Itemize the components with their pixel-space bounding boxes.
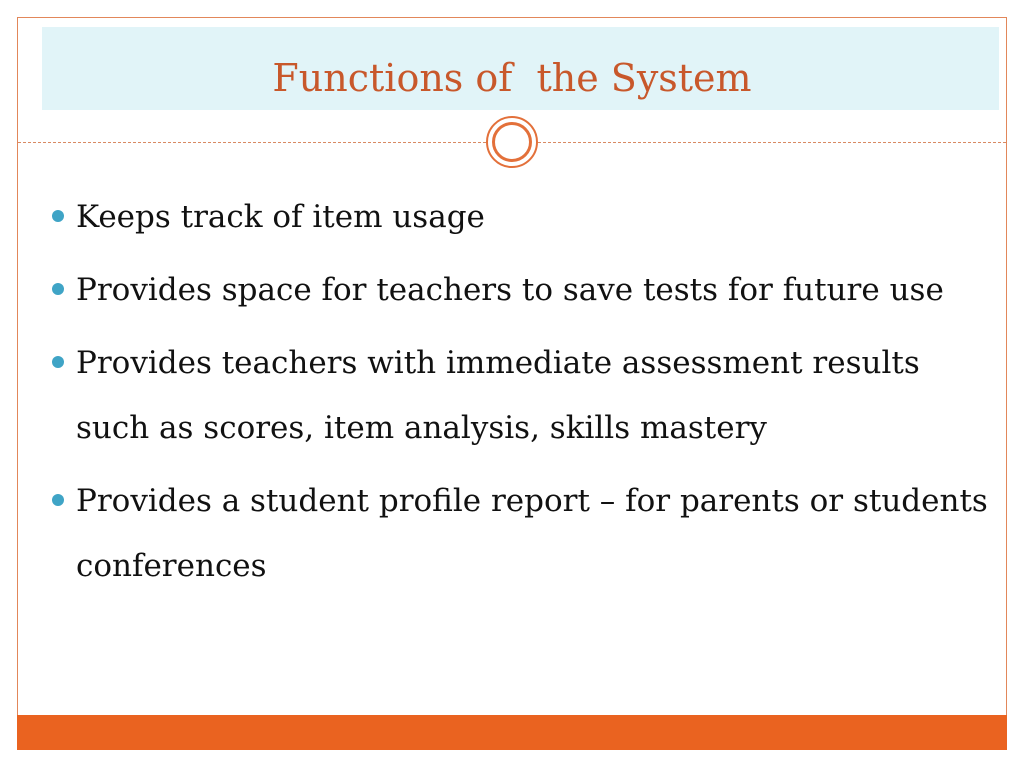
circle-ornament-inner [492, 122, 532, 162]
bullet-dot-icon [52, 210, 64, 222]
bullet-text: Provides space for teachers to save tests for future use [76, 272, 944, 308]
circle-ornament-icon [486, 116, 538, 168]
bullet-item [52, 469, 997, 599]
bullet-text: Keeps track of item usage [76, 199, 485, 235]
bullet-dot-icon [52, 283, 64, 295]
bullet-dot-icon [52, 356, 64, 368]
bullet-text: Provides teachers with immediate assessment results such as scores, item analysis, skills mastery [76, 345, 920, 446]
bullet-dot-icon [52, 494, 64, 506]
bullet-item [52, 185, 997, 250]
divider-right [538, 142, 1006, 143]
divider-left [18, 142, 486, 143]
bullet-item [52, 331, 997, 461]
slide-title: Functions of the System [272, 56, 752, 100]
bullet-item [52, 258, 997, 323]
bullet-text: Provides a student profile report – for parents or students conferences [76, 483, 988, 584]
bullet-list [52, 185, 997, 607]
bottom-accent-bar [17, 715, 1007, 750]
